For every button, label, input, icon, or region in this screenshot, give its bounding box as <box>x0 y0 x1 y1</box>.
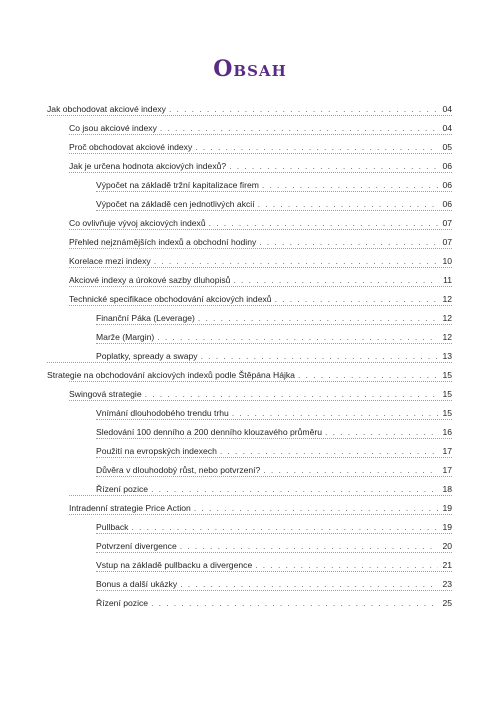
divider <box>69 267 452 268</box>
toc-leader-dots <box>232 408 439 419</box>
toc-entry-label: Jak obchodovat akciové indexy <box>47 104 166 114</box>
toc-entry-label: Co jsou akciové indexy <box>69 123 157 133</box>
toc-entry-page: 19 <box>442 522 452 532</box>
toc-entry[interactable] <box>47 101 452 115</box>
toc-entry[interactable] <box>69 253 452 267</box>
toc-entry[interactable] <box>96 462 452 476</box>
toc-entry[interactable] <box>69 291 452 305</box>
toc-entry-label: Sledování 100 denního a 200 denního klouzavého průměru <box>96 427 322 437</box>
toc-entry-page: 18 <box>442 484 452 494</box>
toc-entry-page: 16 <box>442 427 452 437</box>
toc-entry-page: 06 <box>442 199 452 209</box>
divider <box>69 400 452 401</box>
toc-leader-dots <box>229 161 438 172</box>
toc-leader-dots <box>201 351 439 362</box>
toc-entry[interactable] <box>96 576 452 590</box>
toc-entry-page: 15 <box>442 389 452 399</box>
toc-leader-dots <box>131 522 438 533</box>
toc-entry-page: 04 <box>442 123 452 133</box>
toc-entry-page: 10 <box>442 256 452 266</box>
toc-entry-page: 05 <box>442 142 452 152</box>
toc-entry-label: Intradenní strategie Price Action <box>69 503 191 513</box>
divider <box>96 210 452 211</box>
toc-entry[interactable] <box>96 405 452 419</box>
divider <box>96 191 452 192</box>
toc-entry-label: Důvěra v dlouhodobý růst, nebo potvrzení? <box>96 465 261 475</box>
divider <box>47 115 452 116</box>
divider <box>96 343 452 344</box>
toc-entry[interactable] <box>69 500 452 514</box>
toc-entry[interactable] <box>96 481 452 495</box>
toc-entry-label: Výpočet na základě cen jednotlivých akcií <box>96 199 255 209</box>
divider <box>69 514 452 515</box>
page-title: Obsah <box>213 56 287 82</box>
toc-entry-page: 15 <box>442 408 452 418</box>
toc-leader-dots <box>275 294 439 305</box>
toc-entry-label: Finanční Páka (Leverage) <box>96 313 195 323</box>
toc-entry-label: Swingová strategie <box>69 389 142 399</box>
toc-leader-dots <box>195 142 438 153</box>
divider <box>96 419 452 420</box>
divider <box>47 362 452 363</box>
toc-entry-label: Přehled nejznámějších indexů a obchodní hodiny <box>69 237 257 247</box>
toc-entry[interactable] <box>96 177 452 191</box>
toc-leader-dots <box>145 389 439 400</box>
toc-entry[interactable] <box>69 120 452 134</box>
toc-entry-label: Řízení pozice <box>96 598 149 608</box>
toc-entry-page: 06 <box>442 180 452 190</box>
toc-entry-page: 17 <box>442 446 452 456</box>
divider <box>96 533 452 534</box>
toc-leader-dots <box>258 199 439 210</box>
divider <box>69 495 452 496</box>
toc-entry[interactable] <box>96 443 452 457</box>
toc-leader-dots <box>262 180 439 191</box>
divider <box>69 305 452 306</box>
toc-entry-page: 12 <box>442 294 452 304</box>
divider <box>96 476 452 477</box>
toc-entry-label: Akciové indexy a úrokové sazby dluhopisů <box>69 275 231 285</box>
divider <box>96 457 452 458</box>
toc-leader-dots <box>180 541 439 552</box>
toc-entry-page: 13 <box>442 351 452 361</box>
toc-entry-label: Vnímání dlouhodobého trendu trhu <box>96 408 229 418</box>
toc-entry[interactable] <box>69 234 452 248</box>
toc-leader-dots <box>169 104 438 115</box>
toc-leader-dots <box>154 256 439 267</box>
toc-leader-dots <box>209 218 439 229</box>
toc-entry-label: Použití na evropských indexech <box>96 446 217 456</box>
toc-entry[interactable] <box>69 272 452 286</box>
toc-entry-label: Výpočet na základě tržní kapitalizace firem <box>96 180 259 190</box>
toc-entry-label: Potvrzení divergence <box>96 541 177 551</box>
divider <box>69 229 452 230</box>
toc-leader-dots <box>259 237 438 248</box>
toc-entry[interactable] <box>69 158 452 172</box>
divider <box>96 590 452 591</box>
divider <box>96 571 452 572</box>
toc-entry-page: 12 <box>442 332 452 342</box>
toc-entry[interactable] <box>96 329 452 343</box>
toc-entry-page: 15 <box>442 370 452 380</box>
toc-entry-label: Poplatky, spready a swapy <box>96 351 198 361</box>
toc-entry-label: Řízení pozice <box>96 484 149 494</box>
toc-entry-label: Bonus a další ukázky <box>96 579 178 589</box>
toc-entry-label: Co ovlivňuje vývoj akciových indexů <box>69 218 206 228</box>
divider <box>96 552 452 553</box>
toc-entry[interactable] <box>96 310 452 324</box>
toc-entry[interactable] <box>96 538 452 552</box>
toc-entry[interactable] <box>69 139 452 153</box>
toc-entry[interactable] <box>69 386 452 400</box>
toc-leader-dots <box>233 275 439 286</box>
toc-entry-page: 17 <box>442 465 452 475</box>
toc-leader-dots <box>220 446 439 457</box>
toc-leader-dots <box>151 598 438 609</box>
toc-entry[interactable] <box>96 519 452 533</box>
toc-leader-dots <box>255 560 438 571</box>
toc-entry[interactable] <box>96 424 452 438</box>
toc-leader-dots <box>157 332 438 343</box>
toc-entry-label: Jak je určena hodnota akciových indexů? <box>69 161 227 171</box>
toc-leader-dots <box>160 123 439 134</box>
toc-entry[interactable] <box>96 196 452 210</box>
toc-entry-page: 19 <box>442 503 452 513</box>
toc-entry[interactable] <box>96 557 452 571</box>
divider <box>69 134 452 135</box>
toc-entry-label: Proč obchodovat akciové indexy <box>69 142 193 152</box>
toc-entry-page: 21 <box>442 560 452 570</box>
toc-entry-label: Strategie na obchodování akciových indexů podle Štěpána Hájka <box>47 370 295 380</box>
divider <box>96 324 452 325</box>
divider <box>69 381 452 382</box>
divider <box>69 248 452 249</box>
toc-leader-dots <box>198 313 439 324</box>
toc-entry-page: 06 <box>442 161 452 171</box>
toc-entry[interactable] <box>96 595 452 609</box>
toc-leader-dots <box>263 465 438 476</box>
divider <box>69 286 452 287</box>
toc-entry-page: 04 <box>442 104 452 114</box>
toc-entry[interactable] <box>96 348 452 362</box>
toc-entry[interactable] <box>47 367 452 381</box>
divider <box>69 172 452 173</box>
toc-entry-page: 20 <box>442 541 452 551</box>
divider <box>96 438 452 439</box>
toc-entry-page: 07 <box>442 237 452 247</box>
toc-entry-page: 07 <box>442 218 452 228</box>
divider <box>69 153 452 154</box>
toc-entry-page: 11 <box>443 275 452 285</box>
toc-leader-dots <box>194 503 439 514</box>
toc-leader-dots <box>298 370 438 381</box>
toc-entry-label: Marže (Margin) <box>96 332 155 342</box>
toc-leader-dots <box>151 484 438 495</box>
toc-entry-label: Vstup na základě pullbacku a divergence <box>96 560 253 570</box>
toc-entry-page: 25 <box>442 598 452 608</box>
toc-entry-page: 12 <box>442 313 452 323</box>
toc-entry-page: 23 <box>442 579 452 589</box>
toc-entry[interactable] <box>69 215 452 229</box>
toc-entry-label: Korelace mezi indexy <box>69 256 151 266</box>
toc-entry-label: Technické specifikace obchodování akciových indexů <box>69 294 272 304</box>
toc-leader-dots <box>325 427 438 438</box>
toc-leader-dots <box>180 579 438 590</box>
toc-entry-label: Pullback <box>96 522 129 532</box>
